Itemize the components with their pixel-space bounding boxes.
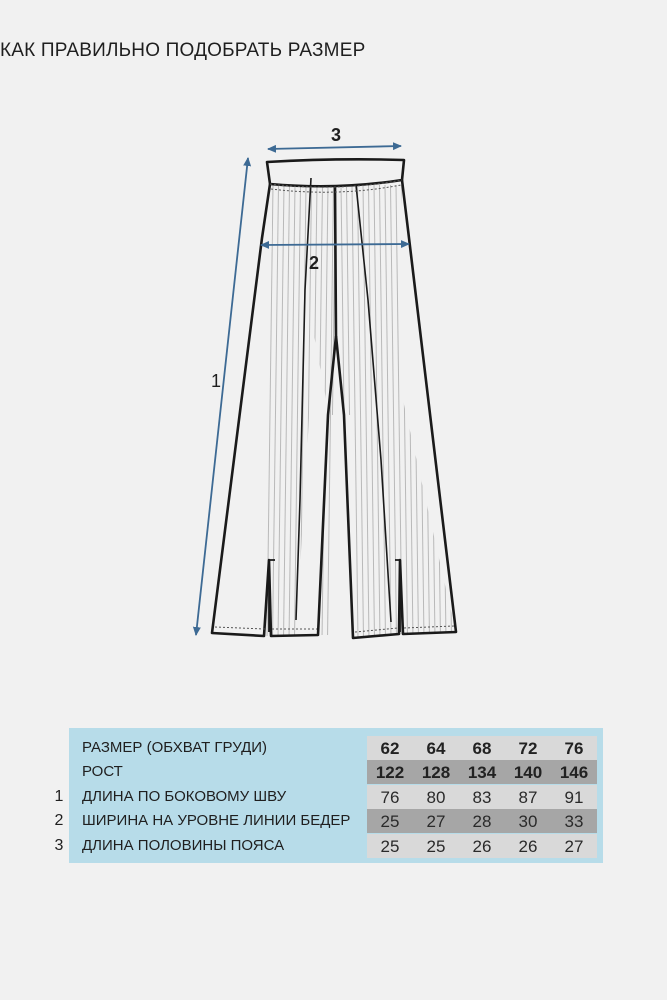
value-cells — [367, 736, 597, 760]
value-cell: 76 — [380, 788, 400, 807]
value-cells — [367, 809, 597, 833]
row-label: РАЗМЕР (ОБХВАТ ГРУДИ) — [82, 739, 268, 756]
measure-label-2: 2 — [308, 253, 320, 273]
row-label: РОСТ — [82, 763, 123, 780]
rib-line — [278, 185, 284, 640]
page-title: КАК ПРАВИЛЬНО ПОДОБРАТЬ РАЗМЕР — [0, 40, 366, 61]
table-row — [69, 760, 603, 784]
rib-line — [451, 185, 457, 640]
value-cell: 80 — [426, 788, 446, 807]
measure-label-3: 3 — [330, 125, 342, 145]
size-table — [69, 728, 603, 863]
value-cell: 76 — [564, 739, 584, 758]
rib-line — [300, 185, 306, 640]
value-cell: 26 — [518, 837, 538, 856]
value-cells — [367, 760, 597, 784]
table-row — [69, 834, 603, 858]
table-row — [69, 809, 603, 833]
rib-line — [435, 185, 441, 640]
value-cell: 25 — [380, 837, 400, 856]
rib-line — [289, 185, 295, 640]
rib-line — [440, 185, 446, 640]
value-cell: 68 — [472, 739, 492, 758]
value-cell: 122 — [375, 763, 405, 782]
value-cell: 25 — [380, 812, 400, 831]
rib-line — [413, 185, 419, 640]
value-cell: 28 — [472, 812, 492, 831]
rib-line — [262, 185, 268, 640]
table-row — [69, 785, 603, 809]
value-cells — [367, 834, 597, 858]
rib-line — [369, 185, 375, 640]
value-cell: 134 — [467, 763, 497, 782]
row-number: 2 — [54, 812, 64, 829]
rib-line — [402, 185, 408, 640]
measure-line-3 — [268, 146, 401, 149]
row-number: 1 — [54, 788, 64, 805]
value-cell: 128 — [421, 763, 451, 782]
value-cell: 91 — [564, 788, 584, 807]
value-cell: 146 — [559, 763, 589, 782]
rib-line — [273, 185, 279, 640]
rib-line — [457, 185, 463, 640]
rib-line — [391, 185, 397, 640]
rib-line — [418, 185, 424, 640]
rib-line — [380, 185, 386, 640]
row-label: ДЛИНА ПО БОКОВОМУ ШВУ — [82, 788, 287, 805]
rib-line — [352, 185, 358, 640]
table-row — [69, 736, 603, 760]
row-number: 3 — [54, 837, 64, 854]
value-cell: 64 — [426, 739, 446, 758]
value-cell: 62 — [380, 739, 400, 758]
measure-line-2 — [261, 244, 409, 245]
row-label: ДЛИНА ПОЛОВИНЫ ПОЯСА — [82, 837, 285, 854]
pants-outline — [212, 159, 456, 638]
rib-line — [284, 185, 290, 640]
value-cell: 83 — [472, 788, 492, 807]
value-cell: 26 — [472, 837, 492, 856]
value-cell: 72 — [518, 739, 538, 758]
value-cell: 33 — [564, 812, 584, 831]
value-cell: 140 — [513, 763, 543, 782]
value-cell: 25 — [426, 837, 446, 856]
value-cell: 87 — [518, 788, 538, 807]
value-cell: 27 — [426, 812, 446, 831]
measure-label-1: 1 — [210, 371, 222, 391]
value-cell: 30 — [518, 812, 538, 831]
value-cell: 27 — [564, 837, 584, 856]
value-cells — [367, 785, 597, 809]
row-label: ШИРИНА НА УРОВНЕ ЛИНИИ БЕДЕР — [82, 812, 351, 829]
